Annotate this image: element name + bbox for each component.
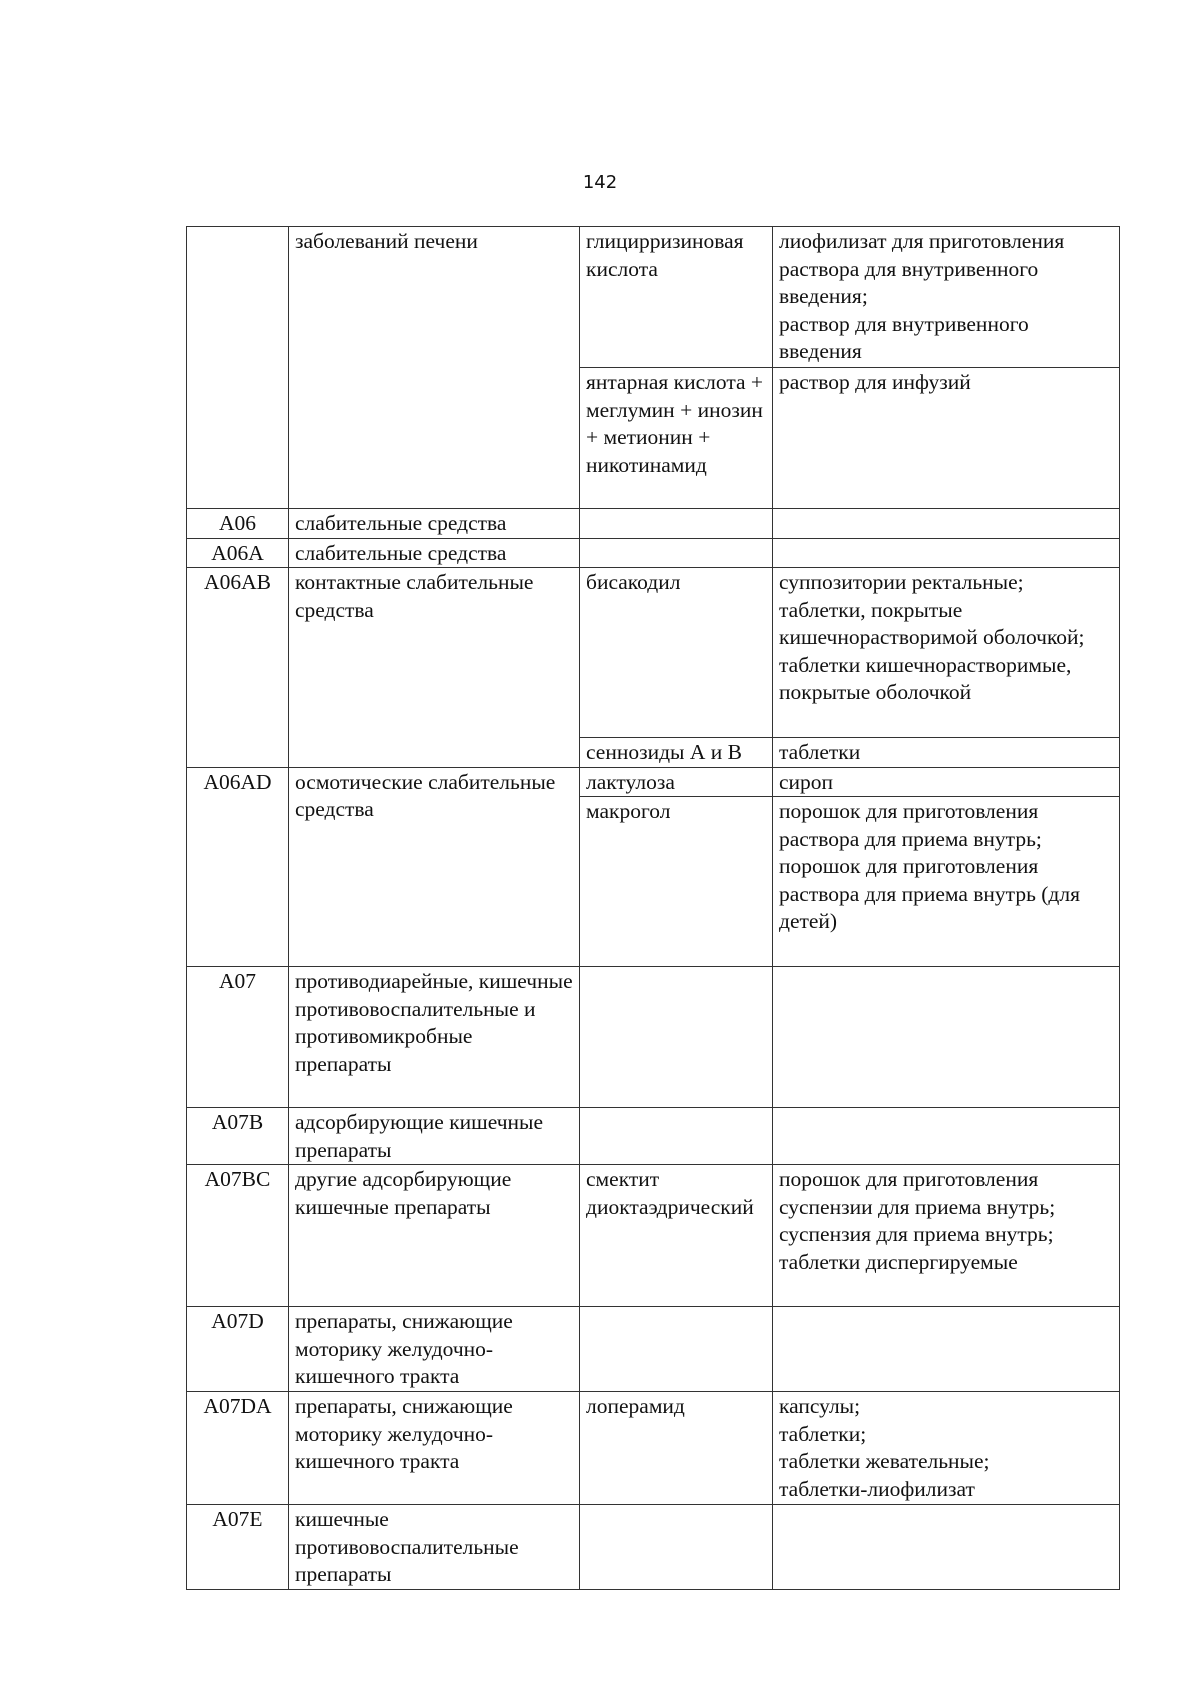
forms-cell bbox=[773, 1165, 1120, 1307]
form-line: таблетки кишечнорастворимые, покрытые оболочкой bbox=[779, 652, 1072, 704]
drug-cell bbox=[580, 1108, 773, 1165]
drug-cell: янтарная кислота + меглумин + инозин + метионин + никотинамид bbox=[580, 368, 773, 509]
atc-code-cell: A07 bbox=[187, 967, 289, 1108]
group-cell: противодиарейные, кишечные противовоспалительные и противомикробные препараты bbox=[289, 967, 580, 1108]
group-cell: заболеваний печени bbox=[289, 227, 580, 509]
form-line: сироп bbox=[779, 769, 834, 794]
group-cell: слабительные средства bbox=[289, 509, 580, 539]
forms-cell bbox=[773, 509, 1120, 539]
forms-cell bbox=[773, 227, 1120, 368]
atc-code-cell: A07B bbox=[187, 1108, 289, 1165]
form-line: таблетки bbox=[779, 740, 861, 764]
forms-cell bbox=[773, 967, 1120, 1108]
atc-code-cell: A06A bbox=[187, 538, 289, 568]
table-row bbox=[187, 1108, 1120, 1165]
group-cell: адсорбирующие кишечные препараты bbox=[289, 1108, 580, 1165]
form-line: таблетки жевательные; bbox=[779, 1449, 990, 1473]
forms-cell bbox=[773, 1307, 1120, 1392]
table-row bbox=[187, 1307, 1120, 1392]
form-line: лиофилизат для приготовления раствора для внутривенного введения; bbox=[779, 229, 1065, 308]
drug-cell: глицирризиновая кислота bbox=[580, 227, 773, 368]
table-row bbox=[187, 1165, 1120, 1307]
group-cell: другие адсорбирующие кишечные препараты bbox=[289, 1165, 580, 1307]
atc-code-cell: A06AB bbox=[187, 568, 289, 768]
form-line: порошок для приготовления раствора для приема внутрь (для детей) bbox=[779, 854, 1080, 933]
form-line: суспензия для приема внутрь; bbox=[779, 1222, 1054, 1246]
forms-cell bbox=[773, 538, 1120, 568]
form-line: порошок для приготовления суспензии для приема внутрь; bbox=[779, 1167, 1056, 1219]
drug-classification-table bbox=[186, 226, 1120, 1590]
forms-cell bbox=[773, 797, 1120, 967]
atc-code-cell: A07BC bbox=[187, 1165, 289, 1307]
forms-cell bbox=[773, 368, 1120, 509]
group-cell: препараты, снижающие моторику желудочно-кишечного тракта bbox=[289, 1307, 580, 1392]
group-cell: кишечные противовоспалительные препараты bbox=[289, 1505, 580, 1590]
atc-code-cell: A07E bbox=[187, 1505, 289, 1590]
drug-cell: лактулоза bbox=[580, 767, 773, 797]
form-line: таблетки диспергируемые bbox=[779, 1249, 1018, 1274]
table-row bbox=[187, 1505, 1120, 1590]
form-line: таблетки-лиофилизат bbox=[779, 1476, 975, 1501]
group-cell: контактные слабительные средства bbox=[289, 568, 580, 768]
drug-cell bbox=[580, 1307, 773, 1392]
table-row bbox=[187, 767, 1120, 797]
table-row bbox=[187, 538, 1120, 568]
atc-code-cell: A06AD bbox=[187, 767, 289, 967]
drug-cell bbox=[580, 967, 773, 1108]
drug-cell: лоперамид bbox=[580, 1392, 773, 1505]
atc-code-cell: A06 bbox=[187, 509, 289, 539]
form-line: таблетки; bbox=[779, 1421, 867, 1446]
form-line: капсулы; bbox=[779, 1394, 861, 1418]
drug-cell: макрогол bbox=[580, 797, 773, 967]
table-row bbox=[187, 568, 1120, 738]
form-line: раствор для инфузий bbox=[779, 370, 971, 394]
atc-code-cell bbox=[187, 227, 289, 509]
drug-cell: бисакодил bbox=[580, 568, 773, 738]
drug-cell: сеннозиды А и В bbox=[580, 738, 773, 768]
table-row bbox=[187, 1392, 1120, 1505]
forms-cell bbox=[773, 1108, 1120, 1165]
drug-cell bbox=[580, 1505, 773, 1590]
form-line: суппозитории ректальные; bbox=[779, 570, 1024, 594]
forms-cell bbox=[773, 738, 1120, 768]
group-cell: осмотические слабительные средства bbox=[289, 767, 580, 967]
drug-cell bbox=[580, 538, 773, 568]
table-row bbox=[187, 967, 1120, 1108]
page-number: 142 bbox=[582, 172, 618, 193]
group-cell: слабительные средства bbox=[289, 538, 580, 568]
form-line: раствор для внутривенного введения bbox=[779, 311, 1029, 363]
forms-cell bbox=[773, 1505, 1120, 1590]
drug-cell: смектит диоктаэдрический bbox=[580, 1165, 773, 1307]
drug-cell bbox=[580, 509, 773, 539]
form-line: порошок для приготовления раствора для приема внутрь; bbox=[779, 799, 1042, 851]
atc-code-cell: A07DA bbox=[187, 1392, 289, 1505]
forms-cell bbox=[773, 1392, 1120, 1505]
table-row bbox=[187, 509, 1120, 539]
atc-code-cell: A07D bbox=[187, 1307, 289, 1392]
table-row bbox=[187, 227, 1120, 368]
form-line: таблетки, покрытые кишечнорастворимой оболочкой; bbox=[779, 597, 1085, 649]
forms-cell bbox=[773, 767, 1120, 797]
group-cell: препараты, снижающие моторику желудочно-кишечного тракта bbox=[289, 1392, 580, 1505]
forms-cell bbox=[773, 568, 1120, 738]
